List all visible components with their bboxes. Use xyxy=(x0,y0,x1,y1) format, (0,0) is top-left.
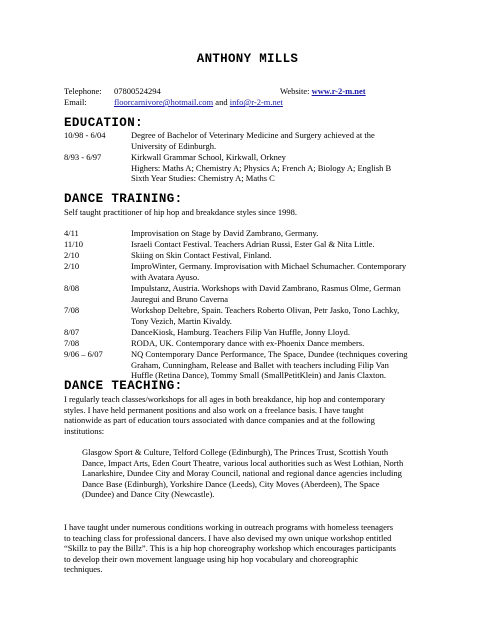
telephone-label: Telephone: xyxy=(64,86,102,96)
training-entry xyxy=(64,349,444,381)
entry-line: Workshop Deltebre, Spain. Teachers Roberto Olivan, Petr Jasko, Tono Lachky, xyxy=(131,305,400,315)
paragraph-line: I have taught under numerous conditions working in outreach programs with homeless teenagers xyxy=(64,522,394,532)
entry-date: 8/07 xyxy=(64,327,80,337)
entry-line: Degree of Bachelor of Veterinary Medicine and Surgery achieved at the xyxy=(131,130,375,140)
entry-line: with Avatara Ayuso. xyxy=(131,271,200,282)
training-entry xyxy=(64,283,444,304)
entry-line: Impulstanz, Austria. Workshops with David Zambrano, Rasmus Olme, German xyxy=(131,283,401,293)
training-entry xyxy=(64,239,444,250)
email-label: Email: xyxy=(64,97,87,107)
entry-line: RODA, UK. Contemporary dance with ex-Phoenix Dance members. xyxy=(131,338,365,348)
website-link[interactable]: www.r-2-m.net xyxy=(311,86,366,96)
entry-line: NQ Contemporary Dance Performance, The Space, Dundee (techniques covering xyxy=(131,349,408,359)
website-label: Website: xyxy=(280,86,310,96)
entry-date: 11/10 xyxy=(64,239,84,249)
entry-date: 9/06 – 6/07 xyxy=(64,349,103,359)
education-entry xyxy=(64,152,444,184)
entry-date: 2/10 xyxy=(64,261,80,271)
entry-line: Israeli Contact Festival. Teachers Adrian Russi, Ester Gal & Nita Little. xyxy=(131,239,375,249)
entry-line: Skiing on Skin Contact Festival, Finland. xyxy=(131,250,272,260)
dance-teaching-heading: DANCE TEACHING: xyxy=(64,379,183,393)
entry-line: University of Edinburgh. xyxy=(131,140,217,151)
cv-name: ANTHONY MILLS xyxy=(196,52,299,66)
entry-date: 10/98 - 6/04 xyxy=(64,130,106,140)
email-link-1[interactable]: floorcarnivore@hotmail.com xyxy=(114,97,214,107)
teaching-paragraph-2 xyxy=(64,522,444,575)
dance-training-intro: Self taught practitioner of hip hop and breakdance styles since 1998. xyxy=(64,207,297,217)
entry-date: 7/08 xyxy=(64,305,80,315)
email-and: and xyxy=(215,97,228,107)
paragraph-line: techniques. xyxy=(64,564,103,575)
entry-line: DanceKiosk, Hamburg. Teachers Filip Van Huffle, Jonny Lloyd. xyxy=(131,327,351,337)
paragraph-line: Dance, Impact Arts, Eden Court Theatre, various local authorities such as West Lothian, North xyxy=(82,457,404,468)
entry-line: Jauregui and Bruno Caverna xyxy=(131,293,229,304)
dance-training-heading: DANCE TRAINING: xyxy=(64,192,183,206)
training-entry xyxy=(64,261,444,282)
entry-date: 7/08 xyxy=(64,338,80,348)
paragraph-line: nationwide as part of education tours associated with dance companies and at the following xyxy=(64,415,375,426)
training-entry xyxy=(64,338,444,349)
teaching-paragraph-1 xyxy=(64,394,444,436)
paragraph-line: to develop their own movement language using hip hop vocabulary and choreographic xyxy=(64,553,359,564)
entry-date: 4/11 xyxy=(64,228,79,238)
entry-date: 2/10 xyxy=(64,250,80,260)
telephone-row xyxy=(64,86,161,97)
teaching-institutions xyxy=(82,447,452,500)
training-entry xyxy=(64,228,444,239)
training-entry xyxy=(64,305,444,326)
paragraph-line: Lanarkshire, Dundee City and Moray Council, national and regional dance agencies including xyxy=(82,468,402,479)
entry-line: Improvisation on Stage by David Zambrano, Germany. xyxy=(131,228,319,238)
entry-line: Graham, Cunningham, Release and Ballet with teachers including Filip Van xyxy=(131,359,389,370)
entry-line: Highers: Maths A; Chemistry A; Physics A; French A; Biology A; English B xyxy=(131,162,392,173)
entry-line: Huffle (Retina Dance), Tommy Small (SmallPetitKlein) and Janis Claxton. xyxy=(131,370,386,381)
entry-line: Sixth Year Studies: Chemistry A; Maths C xyxy=(131,173,275,184)
email-link-2[interactable]: info@r-2-m.net xyxy=(229,97,283,107)
paragraph-line: styles. I have held permanent positions and also work on a freelance basis. I have taught xyxy=(64,404,364,415)
entry-line: ImproWinter, Germany. Improvisation with Michael Schumacher. Contemporary xyxy=(131,261,407,271)
training-entry xyxy=(64,327,444,338)
paragraph-line: to teaching class for professional dancers. I have also devised my own unique workshop entitled xyxy=(64,532,392,543)
education-heading: EDUCATION: xyxy=(64,116,144,130)
entry-line: Tony Vezich, Martin Kivaldy. xyxy=(131,315,232,326)
paragraph-line: Dance Base (Edinburgh), Yorkshire Dance (Leeds), City Moves (Aberdeen), The Space xyxy=(82,478,380,489)
paragraph-line: Glasgow Sport & Culture, Telford College (Edinburgh), The Princes Trust, Scottish Youth xyxy=(82,447,389,457)
entry-date: 8/08 xyxy=(64,283,80,293)
paragraph-line: (Dundee) and Dance City (Newcastle). xyxy=(82,489,215,500)
training-entry xyxy=(64,250,444,261)
paragraph-line: “Skillz to pay the Billz”. This is a hip hop choreography workshop which encourages participants xyxy=(64,543,396,554)
telephone-value: 07800524294 xyxy=(114,86,161,96)
entry-date: 8/93 - 6/97 xyxy=(64,152,102,162)
email-row xyxy=(64,97,283,108)
paragraph-line: institutions: xyxy=(64,425,105,436)
website-row xyxy=(280,86,366,97)
entry-line: Kirkwall Grammar School, Kirkwall, Orkney xyxy=(131,152,286,162)
education-entry xyxy=(64,130,444,151)
paragraph-line: I regularly teach classes/workshops for all ages in both breakdance, hip hop and contemporary xyxy=(64,394,386,404)
